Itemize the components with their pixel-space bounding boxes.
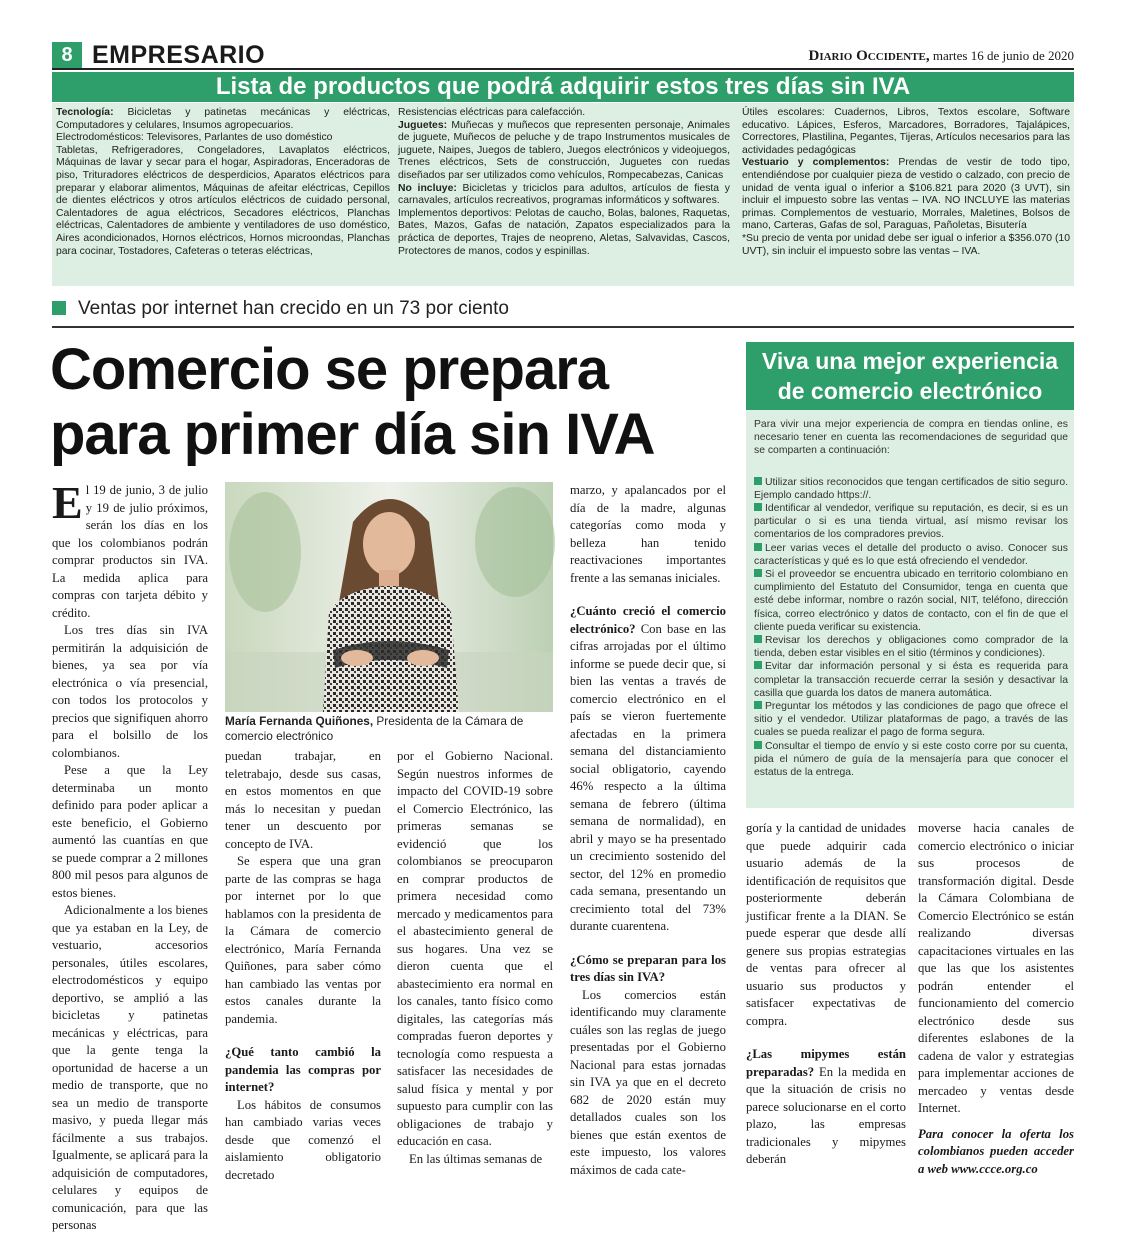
sidebar-box bbox=[746, 410, 1074, 808]
products-entry-label: Tecnología: bbox=[56, 107, 114, 118]
paragraph bbox=[397, 1151, 553, 1169]
page-header bbox=[52, 40, 1074, 70]
square-bullet-icon bbox=[754, 503, 762, 511]
photo-caption bbox=[225, 714, 553, 744]
paragraph bbox=[746, 820, 906, 1030]
products-column-3 bbox=[742, 107, 1070, 258]
products-entry bbox=[56, 145, 390, 258]
kicker bbox=[52, 298, 509, 320]
products-entry bbox=[398, 107, 730, 120]
sidebar-list-item-text: Leer varias veces el detalle del producto o aviso. Conocer sus características y qué es lo que está ofreciendo el vendedor. bbox=[754, 542, 1068, 567]
headline: Comercio se prepara para primer día sin IVA bbox=[50, 337, 655, 467]
paragraph-text: En la medida en que la situación de crisis no parece solucionarse en el corto plazo, las empresas tradicionales y mipymes deberán bbox=[746, 1064, 906, 1166]
paragraph bbox=[570, 987, 726, 1180]
products-entry bbox=[742, 233, 1070, 258]
masthead bbox=[809, 48, 1075, 65]
article-column-2 bbox=[225, 748, 381, 1184]
caption-role: Presidenta de la Cámara de comercio electrónico bbox=[225, 714, 524, 743]
products-entry-label: Juguetes: bbox=[398, 119, 448, 131]
sidebar-list bbox=[754, 476, 1068, 780]
paragraph bbox=[397, 748, 553, 1151]
products-entry-label: Vestuario y complementos: bbox=[742, 157, 890, 169]
products-entry-text: Electrodomésticos: Televisores, Parlantes de uso doméstico bbox=[56, 132, 333, 144]
paragraph-text: puedan trabajar, en teletrabajo, desde sus casas, en estos momentos en que más lo necesitan y puedan tener un descuento por concepto de IVA. bbox=[225, 749, 381, 851]
article-column-4 bbox=[570, 482, 726, 1179]
article-column-5 bbox=[746, 820, 906, 1169]
products-entry-text: Bicicletas y patinetas mecánicas y eléctricas, Computadores y celulares, Insumos agropecuarios. bbox=[56, 107, 390, 131]
square-bullet-icon bbox=[754, 661, 762, 669]
products-entry bbox=[56, 107, 390, 132]
square-bullet-icon bbox=[754, 741, 762, 749]
paragraph-text: Los hábitos de consumos han cambiado varias veces desde que comenzó el aislamiento obligatorio decretado bbox=[225, 1097, 381, 1182]
sidebar-list-item-text: Si el proveedor se encuentra ubicado en territorio colombiano en cumplimiento del Estatuto del Consumidor, tenga en cuenta que esté debe informar, nombre o razón social, NIT, teléfono, dirección física, correo electrónico y datos de contacto, con el fin de que el cliente pueda verificar su existencia. bbox=[754, 569, 1068, 633]
paragraph bbox=[52, 762, 208, 902]
sidebar-list-item-text: Evitar dar información personal y si ésta es requerida para completar la transacción recuerde cerrar la sesión y desactivar la casilla que guarda los datos de manera automática. bbox=[754, 661, 1068, 699]
closing-note: Para conocer la oferta los colombianos pueden acceder a web www.ccce.org.co bbox=[918, 1126, 1074, 1176]
sidebar-list-item bbox=[754, 660, 1068, 700]
sidebar-list-item bbox=[754, 700, 1068, 740]
paragraph bbox=[746, 1046, 906, 1169]
products-entry bbox=[742, 107, 1070, 157]
products-entry bbox=[398, 120, 730, 183]
sidebar-list-item bbox=[754, 476, 1068, 502]
square-bullet-icon bbox=[754, 477, 762, 485]
products-entry-text: Resistencias eléctricas para calefacción. bbox=[398, 107, 586, 118]
subheading: ¿Las mipymes están preparadas? bbox=[746, 1047, 906, 1079]
sidebar-list-item bbox=[754, 740, 1068, 780]
kicker-text: Ventas por internet han crecido en un 73 por ciento bbox=[78, 298, 509, 319]
portrait-illustration bbox=[225, 482, 553, 712]
publication-name: Diario Occidente, bbox=[808, 48, 930, 64]
products-entry-text: Muñecas y muñecos que representen personaje, Animales de juguete, Muñecos de peluche y de trapo Instrumentos musicales de juguete, Naipes, Juegos de tablero, Juegos electrónicos y videojuegos, Trenes eléctricos, Sets de construcción, Juguetes con ruedas diseñados par ser utilizados como vehículos, Rompecabezas, Canicas bbox=[398, 119, 730, 181]
products-entry bbox=[56, 132, 390, 145]
caption-name: María Fernanda Quiñones, bbox=[225, 714, 374, 728]
paragraph-text: por el Gobierno Nacional. Según nuestros informes de impacto del COVID-19 sobre el Comercio Electrónico, las primeras semanas se evidenció que los colombianos se preocuparon en comprar productos de primera necesidad como mercado y medicamentos para el abastecimiento general de sus hogares. Una vez se dieron cuenta que el abastecimiento era normal en los canales, tanto físico como digitales, las categorías más compradas fueron deportes y tecnología como respuesta a satisfacer las necesidades de salud física y mental y por supuesto para cumplir con las obligaciones de trabajo y educación en casa. bbox=[397, 749, 553, 1148]
page-number: 8 bbox=[52, 42, 82, 68]
subheading: ¿Cómo se preparan para los tres días sin IVA? bbox=[570, 952, 726, 984]
paragraph-text: moverse hacia canales de comercio electrónico o iniciar sus procesos de transformación digital. Desde la Cámara Colombiana de Comercio Electrónico se están realizando diversas capacitaciones virtuales en las que las que los asistentes podrán entender el funcionamiento del comercio electrónico desde sus diferentes eslabones de la cadena de valor y estrategias para implementar acciones de mercadeo y ventas desde Internet. bbox=[918, 821, 1074, 1115]
paragraph bbox=[570, 482, 726, 587]
products-entry-text: Implementos deportivos: Pelotas de caucho, Bolas, balones, Raquetas, Bates, Mazos, Gafas de natación, Zapatos especializados para la práctica de deportes, Trajes de neopreno, Aletas, Salvavidas, Cascos, Protectores de manos, codos y espinillas. bbox=[398, 207, 730, 257]
products-entry-text: Bicicletas y triciclos para adultos, artículos de fiesta y carnavales, artículos recreativos, programas informáticos y softwares. bbox=[398, 182, 730, 207]
products-column-1 bbox=[56, 107, 390, 258]
paragraph bbox=[225, 1097, 381, 1185]
paragraph-text: marzo, y apalancados por el día de la madre, algunas categorías como moda y belleza han tenido reactivaciones importantes frente a las semanas iniciales. bbox=[570, 483, 726, 585]
square-bullet-icon bbox=[754, 635, 762, 643]
publication-date: martes 16 de junio de 2020 bbox=[932, 48, 1074, 63]
paragraph-text: Los comercios están identificando muy claramente cuáles son las reglas de juego presentadas por el Gobierno Nacional para estas jornadas sin IVA ya que en el decreto 682 de 2020 están muy detallados cuales son los bienes que están exentos de este impuesto, los valores máximos de cada cate- bbox=[570, 987, 726, 1177]
products-entry-text: Prendas de vestir de todo tipo, entendiéndose por cualquier pieza de vestido o calzado, con precio de unidad de venta igual o inferior a $106.821 para 2020 (3 UVT), sin incluir el impuesto sobre las ventas – IVA. NO INCLUYE las materias primas. Complementos de vestuario, Morrales, Maletines, Bolsos de mano, Carteras, Gafas de sol, Paraguas, Pañoletas, Bisutería bbox=[742, 157, 1071, 232]
square-bullet-icon bbox=[52, 301, 66, 315]
drop-cap: E bbox=[52, 477, 83, 528]
sidebar-list-item bbox=[754, 568, 1068, 634]
paragraph-text: En las últimas semanas de bbox=[409, 1151, 543, 1166]
paragraph bbox=[225, 853, 381, 1028]
paragraph-text: goría y la cantidad de unidades que puede adquirir cada usuario además de la identificación de requisitos que posteriormente deberán justificar frente a la DIAN. Se puede esperar que desde allí genere sus propias estrategias de ventas para ofrecer al usuario sus productos y satisfacer expectativas de compra. bbox=[746, 821, 906, 1028]
paragraph bbox=[52, 622, 208, 762]
products-entry-text: Útiles escolares: Cuadernos, Libros, Textos escolare, Software educativo. Lápices, Esferos, Marcadores, Borradores, Tajalápices, Correctores, Plastilina, Pegantes, Tijeras, Artículos necesarios para las actividades pedagógicas bbox=[742, 107, 1070, 156]
divider bbox=[52, 326, 1074, 328]
products-entry bbox=[398, 183, 730, 208]
paragraph-text: Se espera que una gran parte de las compras se haga por internet por lo que hablamos con la presidenta de la Cámara de comercio electrónico, María Fernanda Quiñones, para saber cómo han cambiado las ventas por estos canales durante la pandemia. bbox=[225, 854, 381, 1026]
article-column-6 bbox=[918, 820, 1074, 1178]
sidebar-list-item bbox=[754, 634, 1068, 660]
section-title: EMPRESARIO bbox=[92, 41, 266, 69]
sidebar-list-item-text: Identificar al vendedor, verifique su reputación, es decir, si es un particular o si es una tienda virtual, así mismo revisar los comentarios de los compradores previos. bbox=[754, 503, 1068, 541]
sidebar-intro: Para vivir una mejor experiencia de compra en tiendas online, es necesario tener en cuenta las recomendaciones de seguridad que se comparten a continuación: bbox=[754, 419, 1068, 457]
sidebar-list-item bbox=[754, 542, 1068, 568]
products-entry bbox=[398, 208, 730, 258]
article-column-3 bbox=[397, 748, 553, 1168]
paragraph-text: l 19 de junio, 3 de julio y 19 de julio próximos, serán los días en los que los colombianos podrán comprar productos sin IVA. La medida aplica para compras con tarjeta débito y crédito. bbox=[52, 483, 208, 620]
products-title: Lista de productos que podrá adquirir estos tres días sin IVA bbox=[52, 72, 1074, 102]
sidebar-list-item-text: Consultar el tiempo de envío y si este costo corre por su cuenta, pida el número de guía de la mensajería para que conocer el estatus de la entrega. bbox=[754, 740, 1068, 779]
square-bullet-icon bbox=[754, 569, 762, 577]
paragraph bbox=[52, 477, 208, 622]
paragraph bbox=[918, 820, 1074, 1118]
portrait-photo bbox=[225, 482, 553, 712]
paragraph bbox=[225, 748, 381, 853]
paragraph bbox=[570, 603, 726, 936]
products-box bbox=[52, 103, 1074, 286]
products-column-2 bbox=[398, 107, 730, 258]
sidebar-title: Viva una mejor experiencia de comercio electrónico bbox=[746, 342, 1074, 410]
paragraph bbox=[52, 902, 208, 1235]
sidebar-list-item-text: Utilizar sitios reconocidos que tengan certificados de sitio seguro. Ejemplo candado https://. bbox=[754, 476, 1068, 501]
sidebar-list-item bbox=[754, 502, 1068, 542]
subheading: ¿Cuánto creció el comercio electrónico? bbox=[570, 604, 726, 636]
paragraph-text: Los tres días sin IVA permitirán la adquisición de bienes, ya sea por vía electrónica o vía presencial, con todos los protocolos y precios que signifiquen ahorro para el bolsillo de los colombianos. bbox=[52, 623, 208, 760]
square-bullet-icon bbox=[754, 701, 762, 709]
products-entry-label: No incluye: bbox=[398, 182, 457, 194]
sidebar-list-item-text: Preguntar los métodos y las condiciones de pago que ofrece el sitio y el vendedor. Utilizar plataformas de pago, a través de las cuales se pueda realizar el pago de forma segura. bbox=[754, 701, 1068, 739]
paragraph-text: Pese a que la Ley determinaba un monto definido para poder aplicar a este beneficio, el Gobierno aumentó las cuantías en que se puede comprar a 2 millones 800 mil pesos para algunos de estos bienes. bbox=[52, 763, 208, 900]
article-column-1 bbox=[52, 477, 208, 1235]
paragraph-text: Con base en las cifras arrojadas por el último informe se puede decir que, si bien las ventas a través de comercio electrónico en el país se vieron fuertemente afectadas en la primera semana del distanciamiento social obligatorio, cayendo 46% respecto a la última semana de febrero (última semana de normalidad), en abril y mayo se ha presentado un crecimiento sostenido del sector, del 12% en promedio cada semana, presentando un crecimiento total del 73% durante cuarentena. bbox=[570, 621, 726, 933]
sidebar-list-item-text: Revisar los derechos y obligaciones como comprador de la tienda, deben estar visibles en el sitio (términos y condiciones). bbox=[754, 635, 1068, 660]
products-entry-text: Tabletas, Refrigeradores, Congeladores, Lavaplatos eléctricos, Máquinas de lavar y secar para el hogar, Aspiradoras, Enceradoras de piso, Trituradores eléctricos de desperdicios, Aparatos eléctricos para preparar y elaborar alimentos, Máquinas de afeitar eléctricas, Cepillos de dientes eléctricos y otros artículos eléctricos de cuidado personal, Calentadores de agua eléctricos, Secadores eléctricos, Planchas eléctricas, Calentadores de ambiente y ventiladores de uso doméstico, Aires acondicionados, Hornos eléctricos, Hornos microondas, Planchas para cocinar, Tostadores, Cafeteras o teteras eléctricas, bbox=[56, 144, 390, 257]
paragraph-text: Adicionalmente a los bienes que ya estaban en la Ley, de vestuario, accesorios personales, útiles escolares, electrodomésticos y equipo deportivo, se amplió a las bicicletas y patinetas mecánicas y eléctricas, para que la gente tenga la oportunidad de hacerse a un medio de transporte, que no sea un medio de transporte masivo, y pueda llegar más fácilmente a sus trabajos. Igualmente, se aplicará para la adquisición de computadores, celulares y equipos de comunicación, para que las personas bbox=[52, 903, 208, 1232]
products-entry bbox=[742, 157, 1070, 233]
subheading: ¿Qué tanto cambió la pandemia las compras por internet? bbox=[225, 1045, 381, 1094]
square-bullet-icon bbox=[754, 543, 762, 551]
products-entry-text: *Su precio de venta por unidad debe ser igual o inferior a $356.070 (10 UVT), sin incluir el impuesto sobre las ventas – IVA. bbox=[742, 232, 1070, 257]
